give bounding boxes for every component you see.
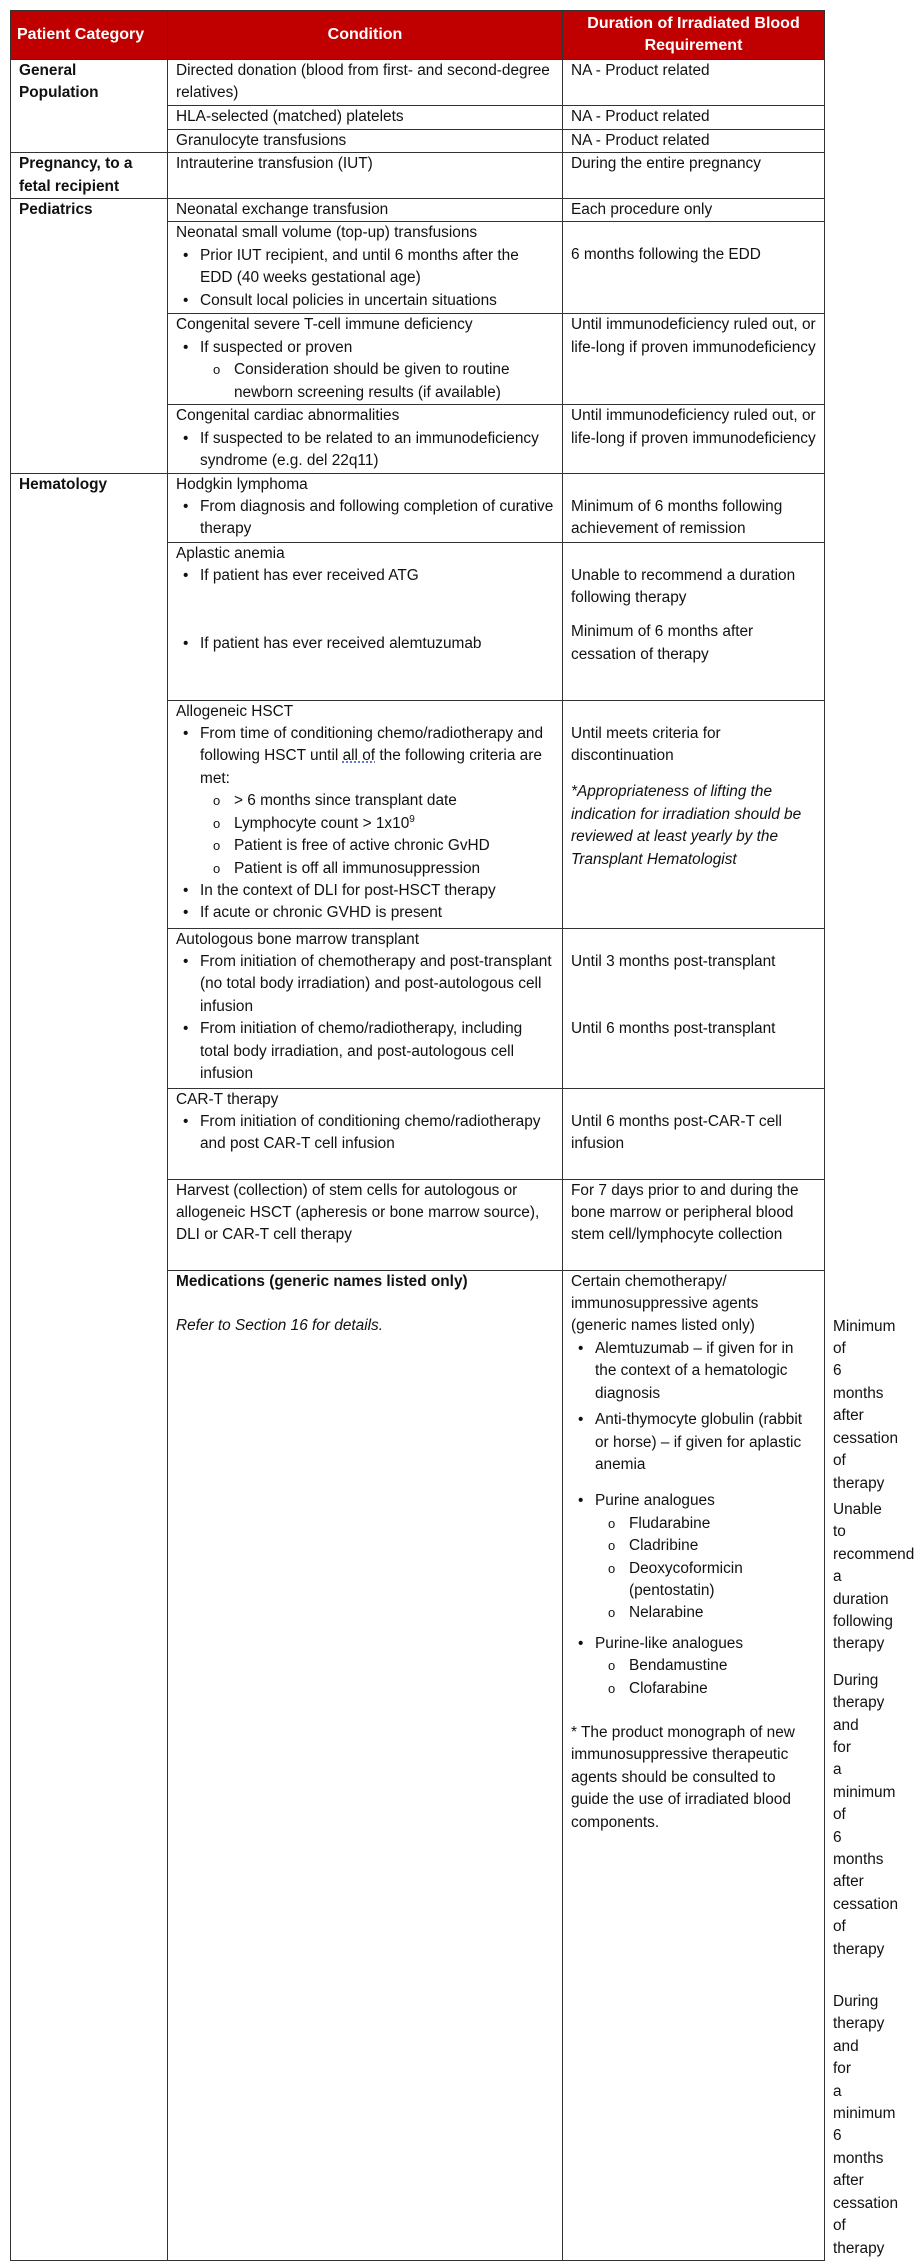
duration-text: Minimum of 6 months after cessation of therapy bbox=[571, 623, 754, 663]
sub-bullet-item: o > 6 months since transplant date bbox=[234, 790, 554, 812]
condition-cell: Harvest (collection) of stem cells for autologous or allogeneic HSCT (apheresis or bone marrow source), DLI or CAR-T cell therapy bbox=[168, 1179, 563, 1270]
table-row bbox=[11, 199, 825, 222]
duration-cell: NA - Product related bbox=[563, 60, 825, 106]
bullet-text: If suspected or proven bbox=[200, 338, 353, 356]
bullet-item: • If suspected to be related to an immunodeficiency syndrome (e.g. del 22q11) bbox=[200, 428, 554, 473]
bullet-item: • If patient has ever received alemtuzumab bbox=[200, 633, 554, 655]
duration-text: Until immunodeficiency ruled out, or life-long if proven immunodeficiency bbox=[571, 407, 816, 447]
condition-title: Allogeneic HSCT bbox=[176, 702, 294, 720]
category-medications bbox=[168, 1270, 563, 2260]
irradiated-blood-table-container bbox=[10, 10, 914, 2261]
sub-bullet-item: o Clofarabine bbox=[629, 1678, 816, 1700]
sub-bullets bbox=[200, 359, 554, 404]
sub-bullet-item: o Nelarabine bbox=[629, 1602, 816, 1624]
duration-cell bbox=[563, 700, 825, 928]
condition-cell bbox=[168, 314, 563, 405]
duration-text: Unable to recommend a duration following therapy bbox=[571, 566, 796, 607]
duration-cell bbox=[563, 405, 825, 473]
duration-cell: For 7 days prior to and during the bone marrow or peripheral blood stem cell/lymphocyte collection bbox=[563, 1179, 825, 1270]
bullet-item: • If acute or chronic GVHD is present bbox=[200, 902, 554, 924]
condition-cell bbox=[168, 542, 563, 700]
duration-text: Until meets criteria for discontinuation bbox=[571, 724, 721, 765]
condition-cell: Granulocyte transfusions bbox=[168, 129, 563, 152]
sub-bullet-item: o Bendamustine bbox=[629, 1655, 816, 1677]
bullet-item bbox=[200, 723, 554, 880]
sub-bullet-item: o Consideration should be given to routine newborn screening results (if available) bbox=[234, 359, 554, 404]
duration-cell bbox=[563, 473, 825, 542]
duration-cell bbox=[563, 222, 825, 314]
header-duration: Duration of Irradiated Blood Requirement bbox=[563, 11, 825, 60]
bullet-item: • Prior IUT recipient, and until 6 months after the EDD (40 weeks gestational age) bbox=[200, 245, 554, 290]
condition-title: Aplastic anemia bbox=[176, 544, 285, 562]
condition-title: CAR-T therapy bbox=[176, 1090, 279, 1108]
condition-cell: HLA-selected (matched) platelets bbox=[168, 105, 563, 129]
duration-text: Until 6 months post-CAR-T cell infusion bbox=[571, 1112, 782, 1153]
bullet-item: • From diagnosis and following completion of curative therapy bbox=[200, 496, 554, 541]
sub-bullets bbox=[595, 1655, 816, 1700]
bullet-emphasis: all of bbox=[342, 747, 376, 765]
duration-cell bbox=[563, 542, 825, 700]
bullet-text: the following criteria are met: bbox=[200, 747, 542, 787]
category-hematology: Hematology bbox=[11, 473, 168, 2260]
condition-title: Autologous bone marrow transplant bbox=[176, 930, 419, 948]
condition-cell bbox=[168, 222, 563, 314]
condition-cell bbox=[168, 928, 563, 1088]
header-condition: Condition bbox=[168, 11, 563, 60]
duration-cell: NA - Product related bbox=[563, 129, 825, 152]
duration-cell: During the entire pregnancy bbox=[563, 153, 825, 199]
sub-bullet-item bbox=[234, 813, 554, 835]
bullet-item: • If patient has ever received ATG bbox=[200, 565, 554, 587]
bullet-item: • Alemtuzumab – if given for in the context of a hematologic diagnosis bbox=[595, 1338, 816, 1405]
category-general-population: General Population bbox=[11, 60, 168, 153]
bullet-item: • In the context of DLI for post-HSCT therapy bbox=[200, 880, 554, 902]
header-row bbox=[11, 11, 825, 60]
bullet-item bbox=[595, 1490, 816, 1624]
duration-text: 6 months following the EDD bbox=[571, 246, 761, 264]
condition-bullets bbox=[176, 565, 554, 656]
condition-cell: Neonatal exchange transfusion bbox=[168, 199, 563, 222]
condition-bullets bbox=[176, 496, 554, 541]
category-note: Refer to Section 16 for details. bbox=[176, 1317, 384, 1335]
footnote: * The product monograph of new immunosuppressive therapeutic agents should be consulted to guide the use of irradiated blood components. bbox=[571, 1723, 795, 1831]
duration-text: Until 6 months post-transplant bbox=[571, 1020, 776, 1038]
duration-cell: Each procedure only bbox=[563, 199, 825, 222]
condition-cell: Directed donation (blood from first- and second-degree relatives) bbox=[168, 60, 563, 106]
duration-cell bbox=[563, 1088, 825, 1179]
table-row bbox=[11, 153, 825, 199]
condition-bullets bbox=[176, 428, 554, 473]
sub-bullet-item: o Deoxycoformicin (pentostatin) bbox=[629, 1558, 816, 1603]
bullet-item: • Consult local policies in uncertain situations bbox=[200, 290, 554, 312]
bullet-item: • Anti-thymocyte globulin (rabbit or horse) – if given for aplastic anemia bbox=[595, 1409, 816, 1476]
condition-title: Neonatal small volume (top-up) transfusions bbox=[176, 224, 478, 242]
condition-title: Certain chemotherapy/ immunosuppressive agents (generic names listed only) bbox=[571, 1272, 759, 1335]
sub-bullet-item: o Cladribine bbox=[629, 1535, 816, 1557]
duration-text: Until 3 months post-transplant bbox=[571, 952, 776, 970]
sub-bullet-item: o Patient is free of active chronic GvHD bbox=[234, 835, 554, 857]
sub-bullet-item: o Patient is off all immunosuppression bbox=[234, 858, 554, 880]
duration-cell: NA - Product related bbox=[563, 105, 825, 129]
irradiated-blood-table bbox=[10, 10, 914, 2261]
condition-bullets bbox=[176, 723, 554, 925]
condition-cell bbox=[168, 473, 563, 542]
table-row bbox=[11, 473, 825, 542]
bullet-item bbox=[595, 1633, 816, 1700]
condition-bullets bbox=[571, 1338, 816, 1700]
bullet-item: • From initiation of chemo/radiotherapy, including total body irradiation, and post-autologous cell infusion bbox=[200, 1018, 554, 1085]
condition-bullets bbox=[176, 245, 554, 312]
bullet-item bbox=[200, 337, 554, 404]
sub-bullet-text: Lymphocyte count > 1x10 bbox=[234, 814, 410, 832]
header-patient-category: Patient Category bbox=[11, 11, 168, 60]
duration-note: *Appropriateness of lifting the indication for irradiation should be reviewed at least yearly by the Transplant Hematologist bbox=[571, 783, 802, 868]
table-row: Medications (generic names listed only) Refer to Section 16 for details. Certain chemotherapy/ immunosuppressive agents (generic names listed only) • Alemtuzumab – if given for in the context of a hematologic diagnosis • Anti-thymocyte globulin (rabbit or horse) – if given for aplastic anemia • Purine analogues o Fludarabine o Cladribine o Deoxycoformicin (pentostatin) o Nelarabine • Purine-like analogues o Bendamustine o Clofarabine * The product monograph of new immunosuppressive therapeutic agents should be consulted to guide the use of irradiated blood components. Minimum of 6 months after cessation of therapy Unable to recommend a duration following therapy During therapy and for a minimum of 6 months after cessation of therapy During therapy and for a minimum 6 months after cessation of therapy bbox=[11, 1270, 825, 2260]
condition-cell bbox=[168, 1088, 563, 1179]
category-pregnancy: Pregnancy, to a fetal recipient bbox=[11, 153, 168, 199]
condition-cell bbox=[168, 405, 563, 473]
category-pediatrics: Pediatrics bbox=[11, 199, 168, 474]
bullet-item: • From initiation of chemotherapy and post-transplant (no total body irradiation) and post-autologous cell infusion bbox=[200, 951, 554, 1018]
condition-bullets bbox=[176, 337, 554, 404]
bullet-text: Purine-like analogues bbox=[595, 1634, 744, 1652]
condition-title: Hodgkin lymphoma bbox=[176, 475, 308, 493]
condition-cell bbox=[168, 700, 563, 928]
duration-cell bbox=[563, 314, 825, 405]
bullet-item: • From initiation of conditioning chemo/radiotherapy and post CAR-T cell infusion bbox=[200, 1111, 554, 1156]
duration-text: Until immunodeficiency ruled out, or life-long if proven immunodeficiency bbox=[571, 316, 816, 356]
condition-bullets bbox=[176, 1111, 554, 1156]
bullet-text: From time of conditioning chemo/radiotherapy and following HSCT until bbox=[200, 725, 544, 765]
sub-bullets bbox=[595, 1513, 816, 1625]
condition-bullets bbox=[176, 951, 554, 1085]
sub-bullets bbox=[200, 790, 554, 880]
condition-title: Congenital cardiac abnormalities bbox=[176, 407, 400, 425]
condition-cell: Intrauterine transfusion (IUT) bbox=[168, 153, 563, 199]
category-label: Medications (generic names listed only) bbox=[176, 1272, 468, 1290]
condition-title: Congenital severe T-cell immune deficiency bbox=[176, 316, 473, 334]
condition-cell bbox=[563, 1270, 825, 2260]
superscript: 9 bbox=[409, 813, 415, 825]
table-row bbox=[11, 60, 825, 106]
bullet-text: Purine analogues bbox=[595, 1492, 715, 1510]
duration-cell bbox=[563, 928, 825, 1088]
duration-text: Minimum of 6 months following achievement of remission bbox=[571, 497, 783, 538]
sub-bullet-item: o Fludarabine bbox=[629, 1513, 816, 1535]
